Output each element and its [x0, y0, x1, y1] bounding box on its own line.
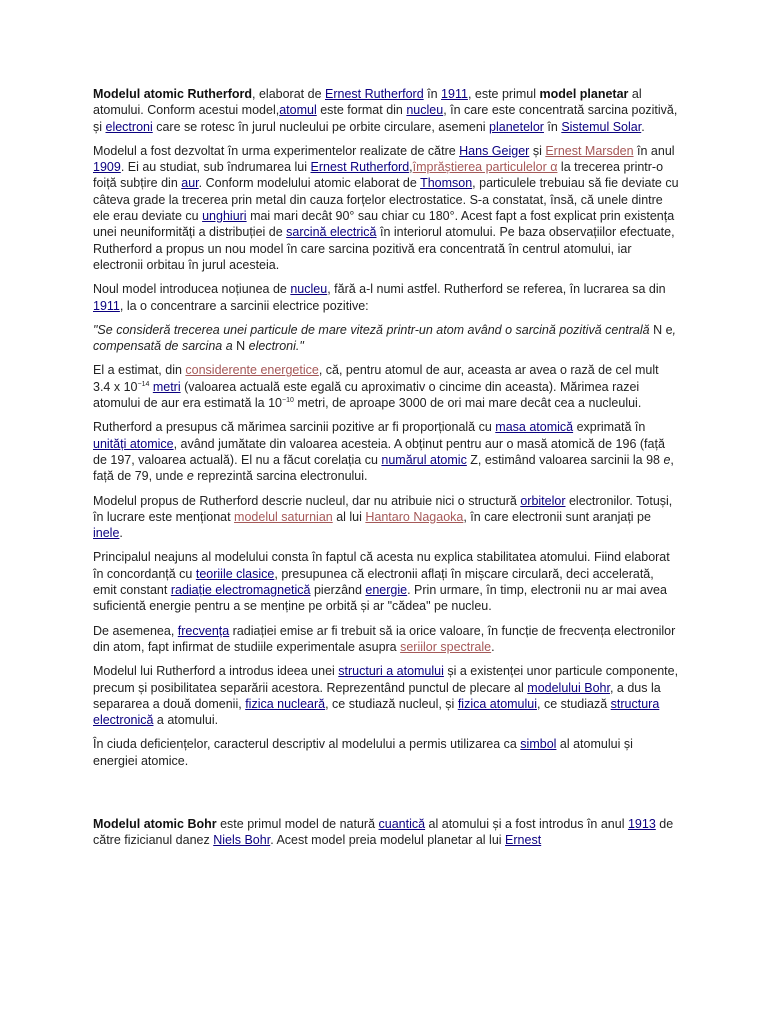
link-cuantica[interactable]: cuantică	[378, 816, 426, 831]
link-sistemul-solar[interactable]: Sistemul Solar	[561, 119, 642, 134]
link-structuri-atomului[interactable]: structuri a atomului	[338, 664, 444, 679]
link-frecventa[interactable]: frecvența	[177, 623, 230, 638]
link-planetelor[interactable]: planetelor	[489, 119, 544, 134]
link-ernest[interactable]: Ernest	[505, 833, 542, 848]
link-ernest-rutherford[interactable]: Ernest Rutherford	[310, 160, 410, 175]
link-fizica-atomului[interactable]: fizica atomului	[457, 696, 538, 711]
link-hantaro-nagaoka[interactable]: Hantaro Nagaoka	[365, 509, 464, 524]
link-1913[interactable]: 1913	[627, 816, 656, 831]
link-nucleu[interactable]: nucleu	[290, 282, 328, 297]
link-nucleu[interactable]: nucleu	[406, 103, 444, 118]
link-hans-geiger[interactable]: Hans Geiger	[459, 143, 530, 158]
link-structura-electronica[interactable]: structura electronică	[93, 696, 660, 728]
bold-term: Modelul atomic Bohr	[93, 816, 217, 831]
link-sarcina-electrica[interactable]: sarcină electrică	[286, 225, 377, 240]
link-simbol[interactable]: simbol	[520, 737, 557, 752]
link-aur[interactable]: aur	[181, 176, 199, 191]
link-unitati-atomice[interactable]: unități atomice	[93, 436, 174, 451]
paragraph-rutherford-intro: Modelul atomic Rutherford, elaborat de Ernest Rutherford în 1911, este primul model planetar al atomului. Conform acestui model,atomul este format din nucleu, în care este concentrată sarcina pozitivă, și electroni care se rotesc în jurul nucleului pe orbite circulare, asemeni planetelor în Sistemul Solar.	[93, 87, 678, 134]
link-fizica-nucleara[interactable]: fizica nucleară	[245, 696, 326, 711]
bold-term: Modelul atomic Rutherford	[93, 87, 253, 101]
paragraph-bohr-intro: Modelul atomic Bohr este primul model de natură cuantică al atomului și a fost introdus în anul 1913 de către fizicianul danez Niels Bohr. Acest model preia modelul planetar al lui Ernest	[93, 816, 674, 848]
section-spacer	[93, 777, 679, 816]
link-considerente-energetice[interactable]: considerente energetice	[185, 363, 319, 378]
link-1911[interactable]: 1911	[93, 298, 120, 313]
link-masa-atomica[interactable]: masa atomică	[495, 420, 574, 435]
link-1909[interactable]: 1909	[93, 160, 121, 175]
paragraph-orbits: Modelul propus de Rutherford descrie nucleul, dar nu atribuie nici o structură orbitelor electronilor. Totuși, în lucrare este menționat modelul saturnian al lui Hantaro Nagaoka, în care electronii sunt aranjați pe inele.	[93, 493, 673, 541]
paragraph-legacy: Modelul lui Rutherford a introdus ideea unei structuri a atomului și a existenței unor particule componente, precum și posibilitatea separării acestora. Reprezentând punctul de plecare al modelului Bohr, a dus la separarea a două domenii, fizica nucleară, ce studiază nucleul, și fizica atomului, ce studiază structura electronică a atomului.	[93, 664, 679, 728]
paragraph-charge: Rutherford a presupus că mărimea sarcinii pozitive ar fi proporțională cu masa atomică exprimată în unități atomice, având jumătate din valoarea acesteia. A obținut pentru aur o masă atomică de 196 (față de 197, valoarea actuală). El nu a făcut corelația cu numărul atomic Z, estimând valoarea sarcinii la 98 e, față de 79, unde e reprezintă sarcina electronului.	[93, 420, 674, 484]
link-energie[interactable]: energie	[365, 583, 408, 598]
paragraph-weakness: Principalul neajuns al modelului consta în faptul că acesta nu explica stabilitatea atomului. Fiind elaborat în concordanță cu teoriile clasice, presupunea că electronii aflați în mișcare circulară, deci accelerată, emit constant radiație electromagnetică pierzând energie. Prin urmare, în timp, electronii nu ar mai avea suficientă energie pentru a se menține pe orbită și ar "cădea" pe nucleu.	[93, 550, 670, 614]
link-orbitelor[interactable]: orbitelor	[520, 493, 566, 508]
link-niels-bohr[interactable]: Niels Bohr	[213, 833, 271, 848]
link-teoriile-clasice[interactable]: teoriile clasice	[195, 566, 275, 581]
link-thomson[interactable]: Thomson	[420, 176, 473, 191]
link-modelului-bohr[interactable]: modelului Bohr	[527, 680, 610, 695]
bold-term: model planetar	[539, 87, 629, 101]
link-radiatie-electromagnetica[interactable]: radiație electromagnetică	[170, 583, 311, 598]
paragraph-symbol: În ciuda deficiențelor, caracterul descriptiv al modelului a permis utilizarea ca simbol al atomului și energiei atomice.	[93, 737, 633, 768]
paragraph-experiment: Modelul a fost dezvoltat în urma experimentelor realizate de către Hans Geiger și Ernest Marsden în anul 1909. Ei au studiat, sub îndrumarea lui Ernest Rutherford,împrăștierea particulelor α la trecerea printr-o foiță subțire din aur. Conform modelului atomic elaborat de Thomson, particulele trebuiau să fie deviate cu câteva grade la trecerea prin metal din cauza forțelor electrostatice. S-a constatat, însă, că unele dintre ele erau deviate cu unghiuri mai mari decât 90° sau chiar cu 180°. Acest fapt a fost explicat prin existența unei neuniformități a distribuției de sarcină electrică în interiorul atomului. Pe baza observațiilor efectuate, Rutherford a propus un nou model în care sarcina pozitivă era concentrată în centrul atomului, iar electronii orbitau în jurul acesteia.	[93, 143, 679, 272]
link-unghiuri[interactable]: unghiuri	[202, 209, 247, 224]
paragraph-nucleus: Noul model introducea noțiunea de nucleu, fără a-l numi astfel. Rutherford se referea, în lucrarea sa din 1911, la o concentrare a sarcinii electrice pozitive:	[93, 282, 666, 313]
link-modelul-saturnian[interactable]: modelul saturnian	[234, 509, 333, 524]
link-metri[interactable]: metri	[152, 379, 181, 394]
link-electroni[interactable]: electroni	[105, 119, 153, 134]
paragraph-quote: "Se consideră trecerea unei particule de mare viteză printr-un atom având o sarcină pozitivă centrală N e, compensată de sarcina a N electroni."	[93, 322, 676, 354]
link-numarul-atomic[interactable]: numărul atomic	[381, 452, 467, 467]
link-ernest-rutherford[interactable]: Ernest Rutherford	[325, 87, 424, 101]
link-imprastierea-particulelor[interactable]: împrăștierea particulelor α	[412, 160, 558, 175]
link-1911[interactable]: 1911	[441, 87, 468, 101]
article-body	[93, 86, 679, 857]
link-inele[interactable]: inele	[93, 526, 120, 541]
link-atomul[interactable]: atomul	[279, 103, 317, 118]
paragraph-radius: El a estimat, din considerente energetice, că, pentru atomul de aur, aceasta ar avea o rază de cel mult 3.4 x $10^{-14}$ metri (valoarea actuală este egală cu aproximativ o cincime din aceasta). Mărimea razei atomului de aur era estimată la $10^{-10}$ metri, de aproape 3000 de ori mai mare decât cea a nucleului.	[93, 363, 659, 411]
link-ernest-marsden[interactable]: Ernest Marsden	[545, 143, 634, 158]
link-seriilor-spectrale[interactable]: seriilor spectrale	[400, 639, 492, 654]
paragraph-frequency: De asemenea, frecvența radiației emise ar fi trebuit să ia orice valoare, în funcție de frecvența electronilor din atom, fapt infirmat de studiile experimentale asupra seriilor spectrale.	[93, 623, 676, 654]
